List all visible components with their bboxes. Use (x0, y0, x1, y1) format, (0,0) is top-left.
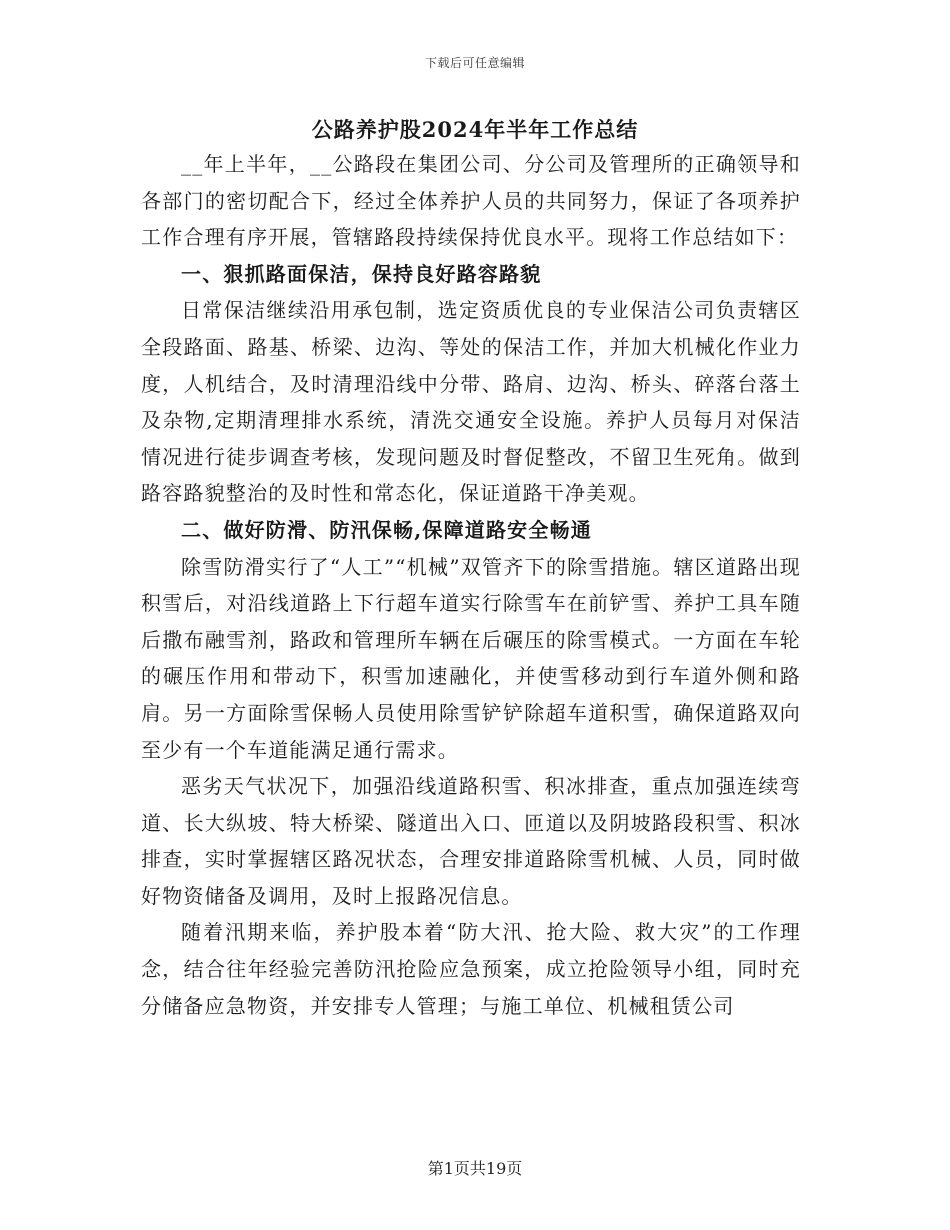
intro-paragraph: __年上半年，__公路段在集团公司、分公司及管理所的正确领导和各部门的密切配合下，经过全体养护人员的共同努力，保证了各项养护工作合理有序开展，管辖路段持续保持优良水平。现将工作总结如下： (141, 152, 801, 250)
document-title: 公路养护股2024年半年工作总结 (311, 117, 639, 142)
section-1-paragraph-1: 日常保洁继续沿用承包制，选定资质优良的专业保洁公司负责辖区全段路面、路基、桥梁、边沟、等处的保洁工作，并加大机械化作业力度，人机结合，及时清理沿线中分带、路肩、边沟、桥头、碎落台落土及杂物,定期清理排水系统，清洗交通安全设施。养护人员每月对保洁情况进行徒步调查考核，发现问题及时督促整改，不留卫生死角。做到路容路貌整治的及时性和常态化，保证道路干净美观。 (141, 298, 801, 506)
page-number-footer: 第1页共19页 (427, 1159, 523, 1178)
section-2-paragraph-2: 恶劣天气状况下，加强沿线道路积雪、积冰排查，重点加强连续弯道、长大纵坡、特大桥梁、隧道出入口、匝道以及阴坡路段积雪、积冰排查，实时掌握辖区路况状态，合理安排道路除雪机械、人员，同时做好物资储备及调用，及时上报路况信息。 (141, 774, 801, 908)
section-1-heading: 一、狠抓路面保洁，保持良好路容路貌 (181, 261, 542, 286)
section-2-paragraph-3: 随着汛期来临，养护股本着“防大汛、抢大险、救大灾”的工作理念，结合往年经验完善防汛抢险应急预案，成立抢险领导小组，同时充分储备应急物资，并安排专人管理；与施工单位、机械租赁公司 (141, 920, 801, 1018)
section-2-paragraph-1: 除雪防滑实行了“人工”“机械”双管齐下的除雪措施。辖区道路出现积雪后，对沿线道路上下行超车道实行除雪车在前铲雪、养护工具车随后撒布融雪剂，路政和管理所车辆在后碾压的除雪模式。一方面在车轮的碾压作用和带动下，积雪加速融化，并使雪移动到行车道外侧和路肩。另一方面除雪保畅人员使用除雪铲铲除超车道积雪，确保道路双向至少有一个车道能满足通行需求。 (141, 554, 801, 762)
document-body (141, 146, 801, 1024)
section-2-heading: 二、做好防滑、防汛保畅,保障道路安全畅通 (181, 517, 592, 542)
header-note: 下载后可任意编辑 (424, 56, 525, 70)
